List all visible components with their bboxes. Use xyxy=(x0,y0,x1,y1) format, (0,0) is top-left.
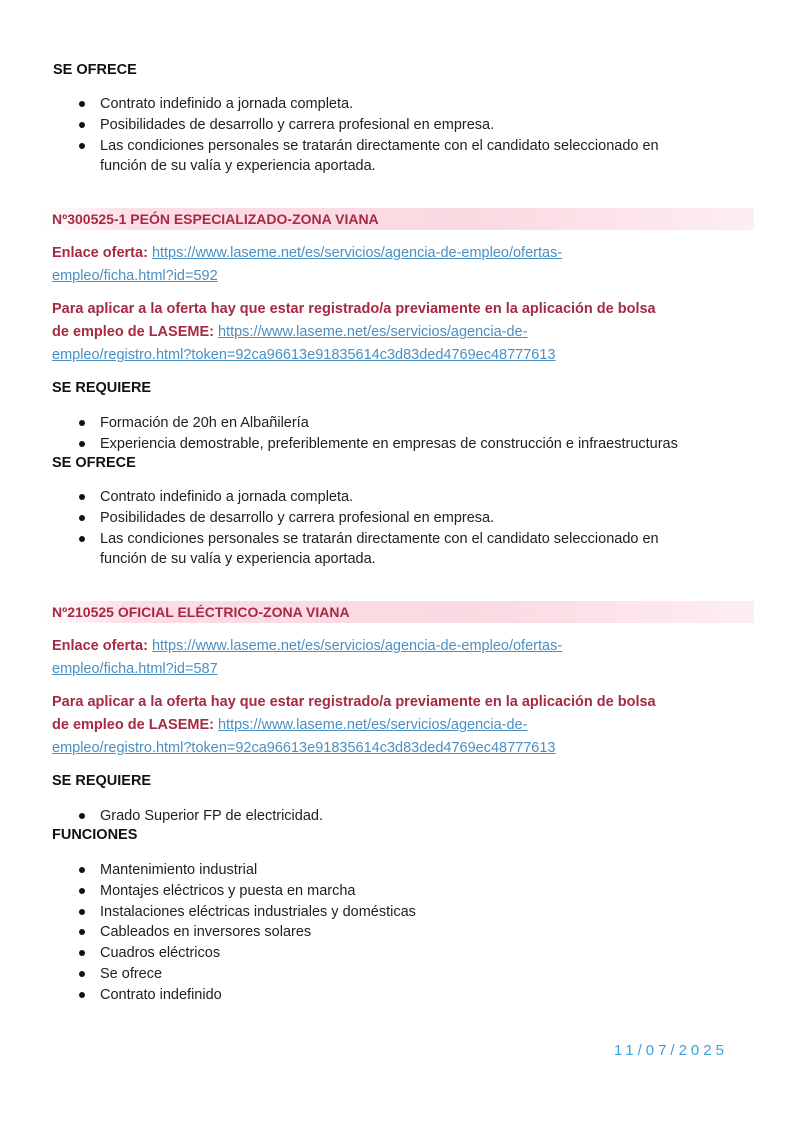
list-item: Posibilidades de desarrollo y carrera profesional en empresa. xyxy=(52,508,752,529)
funciones-list xyxy=(52,860,752,1006)
registration-text-2: de empleo de LASEME: xyxy=(52,717,214,733)
offer-link-paragraph xyxy=(52,242,732,288)
offer-title: Nº210525 OFICIAL ELÉCTRICO-ZONA VIANA xyxy=(44,601,754,623)
section-heading-requiere: SE REQUIERE xyxy=(52,773,152,789)
section-heading-ofrece: SE OFRECE xyxy=(52,455,136,471)
offer-link[interactable]: https://www.laseme.net/es/servicios/agencia-de-empleo/ofertas- empleo/ficha.html?id=587 xyxy=(52,638,563,677)
list-item: Cableados en inversores solares xyxy=(52,922,752,943)
registration-link[interactable]: https://www.laseme.net/es/servicios/agencia-de- empleo/registro.html?token=92ca96613e91835614c3d83ded4769ec48777613 xyxy=(52,324,556,363)
enlace-label: Enlace oferta: xyxy=(52,245,148,261)
ofrece-list xyxy=(52,94,752,177)
list-item: Montajes eléctricos y puesta en marcha xyxy=(52,881,752,902)
offer-link-paragraph xyxy=(52,635,732,681)
section-heading-ofrece: SE OFRECE xyxy=(53,62,137,78)
section-heading-requiere: SE REQUIERE xyxy=(52,380,152,396)
registration-link[interactable]: https://www.laseme.net/es/servicios/agencia-de- empleo/registro.html?token=92ca96613e91835614c3d83ded4769ec48777613 xyxy=(52,717,556,756)
registration-text: Para aplicar a la oferta hay que estar registrado/a previamente en la aplicación de bolsa xyxy=(52,301,656,317)
list-item: Instalaciones eléctricas industriales y domésticas xyxy=(52,902,752,923)
registration-text: Para aplicar a la oferta hay que estar registrado/a previamente en la aplicación de bolsa xyxy=(52,694,656,710)
list-item: Las condiciones personales se tratarán directamente con el candidato seleccionado en xyxy=(52,136,752,157)
list-item-continuation: función de su valía y experiencia aportada. xyxy=(100,158,376,175)
offer-link[interactable]: https://www.laseme.net/es/servicios/agencia-de-empleo/ofertas- empleo/ficha.html?id=592 xyxy=(52,245,563,284)
list-item: Las condiciones personales se tratarán directamente con el candidato seleccionado en xyxy=(52,529,752,550)
list-item: Contrato indefinido a jornada completa. xyxy=(52,94,752,115)
registration-text-2: de empleo de LASEME: xyxy=(52,324,214,340)
registration-paragraph xyxy=(52,691,752,760)
enlace-label: Enlace oferta: xyxy=(52,638,148,654)
list-item: Posibilidades de desarrollo y carrera profesional en empresa. xyxy=(52,115,752,136)
ofrece-list xyxy=(52,487,752,570)
list-item-continuation: función de su valía y experiencia aportada. xyxy=(100,551,376,568)
list-item: Cuadros eléctricos xyxy=(52,943,752,964)
list-item: Grado Superior FP de electricidad. xyxy=(52,806,752,827)
list-item: Contrato indefinido a jornada completa. xyxy=(52,487,752,508)
list-item: Mantenimiento industrial xyxy=(52,860,752,881)
list-item: Contrato indefinido xyxy=(52,985,752,1006)
requiere-list xyxy=(52,413,772,455)
section-heading-funciones: FUNCIONES xyxy=(52,827,138,843)
footer-date: 11/07/2025 xyxy=(614,1042,728,1059)
list-item: Experiencia demostrable, preferiblemente en empresas de construcción e infraestructuras xyxy=(52,434,772,455)
list-item: Formación de 20h en Albañilería xyxy=(52,413,772,434)
registration-paragraph xyxy=(52,298,752,367)
list-item: Se ofrece xyxy=(52,964,752,985)
offer-title: Nº300525-1 PEÓN ESPECIALIZADO-ZONA VIANA xyxy=(44,208,754,230)
requiere-list xyxy=(52,806,752,827)
